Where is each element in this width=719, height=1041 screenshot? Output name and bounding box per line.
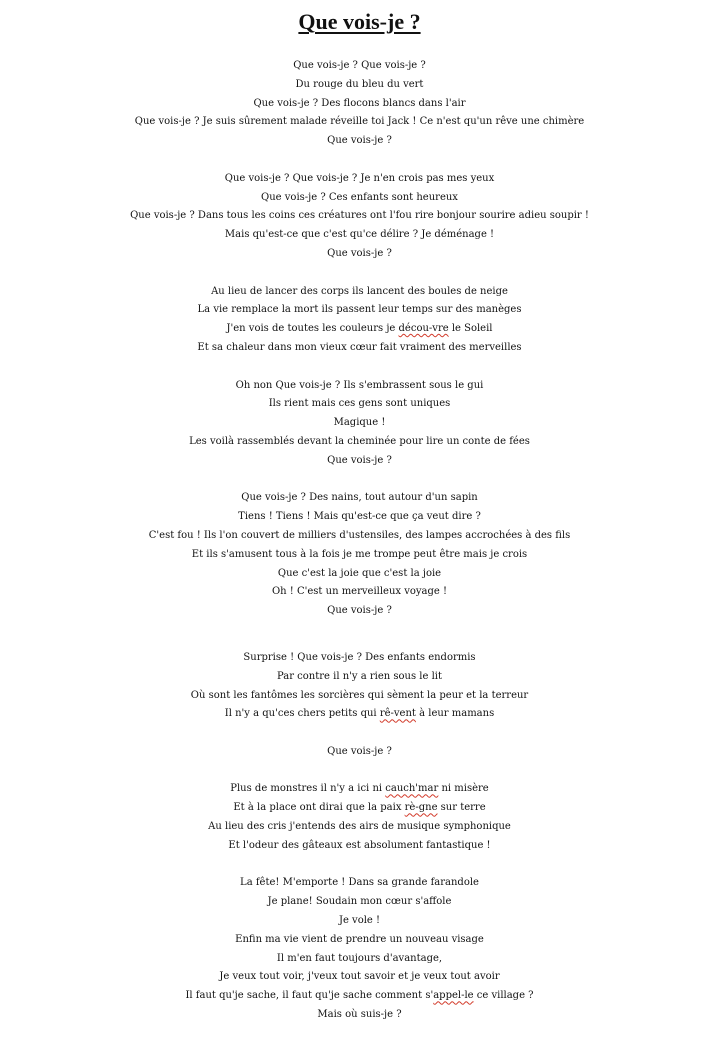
poem-line: Les voilà rassemblés devant la cheminée pour lire un conte de fées — [189, 435, 530, 447]
poem-line: La fête! M'emporte ! Dans sa grande farandole — [240, 877, 479, 889]
stanza-gap — [0, 151, 719, 170]
poem-line: Et à la place ont dirai que la paix rè-gne sur terre — [233, 802, 486, 814]
poem-line: Et ils s'amusent tous à la fois je me trompe peut être mais je crois — [191, 548, 528, 560]
poem-line: Que vois-je ? — [327, 745, 392, 757]
poem-line: La vie remplace la mort ils passent leur temps sur des manèges — [197, 304, 522, 316]
stanza-gap — [0, 358, 719, 377]
stanza — [0, 489, 719, 621]
poem-line: Où sont les fantômes les sorcières qui sèment la peur et la terreur — [190, 689, 529, 701]
poem-line: Par contre il n'y a rien sous le lit — [276, 670, 443, 682]
poem-line: Que vois-je ? — [327, 247, 392, 259]
stanza-gap — [0, 471, 719, 490]
poem-line: Que vois-je ? Je suis sûrement malade réveille toi Jack ! Ce n'est qu'un rêve une chimère — [134, 116, 585, 128]
poem-line: Plus de monstres il n'y a ici ni cauch'mar ni misère — [230, 783, 489, 795]
stanza — [0, 780, 719, 855]
poem-line: Il m'en faut toujours d'avantage, — [276, 952, 443, 964]
poem-line: Et l'odeur des gâteaux est absolument fantastique ! — [228, 839, 491, 851]
poem-body — [0, 57, 719, 1025]
poem-line: Que vois-je ? Dans tous les coins ces créatures ont l'fou rire bonjour sourire adieu soupir ! — [130, 210, 589, 222]
poem-line: Il faut qu'je sache, il faut qu'je sache comment s'appel-le ce village ? — [185, 990, 534, 1002]
poem-line: Au lieu des cris j'entends des airs de musique symphonique — [208, 821, 511, 833]
stanza-gap — [0, 264, 719, 283]
stanza — [0, 170, 719, 264]
poem-line: Je plane! Soudain mon cœur s'affole — [267, 896, 452, 908]
stanza-gap — [0, 621, 719, 649]
poem-line: Et sa chaleur dans mon vieux cœur fait vraiment des merveilles — [197, 341, 522, 353]
poem-line: Que vois-je ? Ces enfants sont heureux — [261, 191, 458, 203]
stanza-gap — [0, 762, 719, 781]
poem-line: Oh ! C'est un merveilleux voyage ! — [271, 586, 448, 598]
stanza — [0, 649, 719, 724]
stanza-gap — [0, 724, 719, 743]
poem-line: Que vois-je ? Des flocons blancs dans l'air — [253, 97, 466, 109]
stanza-gap — [0, 856, 719, 875]
poem-line: Oh non Que vois-je ? Ils s'embrassent sous le gui — [235, 379, 484, 391]
stanza — [0, 377, 719, 471]
poem-line: Enfin ma vie vient de prendre un nouveau visage — [235, 933, 484, 945]
poem-line: Que vois-je ? Que vois-je ? — [293, 60, 426, 71]
poem-line: Je veux tout voir, j'veux tout savoir et je veux tout avoir — [219, 971, 500, 983]
stanza — [0, 283, 719, 358]
poem-line: Que c'est la joie que c'est la joie — [277, 567, 442, 579]
poem-line: Je vole ! — [338, 915, 381, 927]
poem-line: Que vois-je ? — [327, 454, 392, 466]
poem-line: Du rouge du bleu du vert — [295, 78, 424, 90]
poem-line: Mais où suis-je ? — [317, 1009, 402, 1021]
poem-line: Il n'y a qu'ces chers petits qui rê-vent à leur mamans — [224, 708, 495, 720]
poem-line: Que vois-je ? Des nains, tout autour d'un sapin — [241, 492, 478, 504]
poem-line: Que vois-je ? — [327, 135, 392, 147]
stanza — [0, 743, 719, 762]
poem-line: Surprise ! Que vois-je ? Des enfants endormis — [243, 651, 476, 663]
poem-line: Tiens ! Tiens ! Mais qu'est-ce que ça veut dire ? — [238, 511, 481, 523]
poem-line: J'en vois de toutes les couleurs je décou-vre le Soleil — [226, 323, 493, 335]
poem-line: Magique ! — [333, 417, 386, 429]
poem-line: Ils rient mais ces gens sont uniques — [268, 398, 451, 410]
poem-title: Que vois-je ? — [298, 9, 421, 34]
poem-line: Mais qu'est-ce que c'est qu'ce délire ? Je déménage ! — [224, 229, 495, 241]
poem-line: Que vois-je ? — [327, 605, 392, 617]
poem-line: Que vois-je ? Que vois-je ? Je n'en crois pas mes yeux — [224, 172, 495, 184]
poem-line: C'est fou ! Ils l'on couvert de milliers d'ustensiles, des lampes accrochées à des fils — [148, 529, 571, 541]
poem-line: Au lieu de lancer des corps ils lancent des boules de neige — [211, 285, 508, 297]
stanza — [0, 874, 719, 1024]
stanza — [0, 57, 719, 151]
